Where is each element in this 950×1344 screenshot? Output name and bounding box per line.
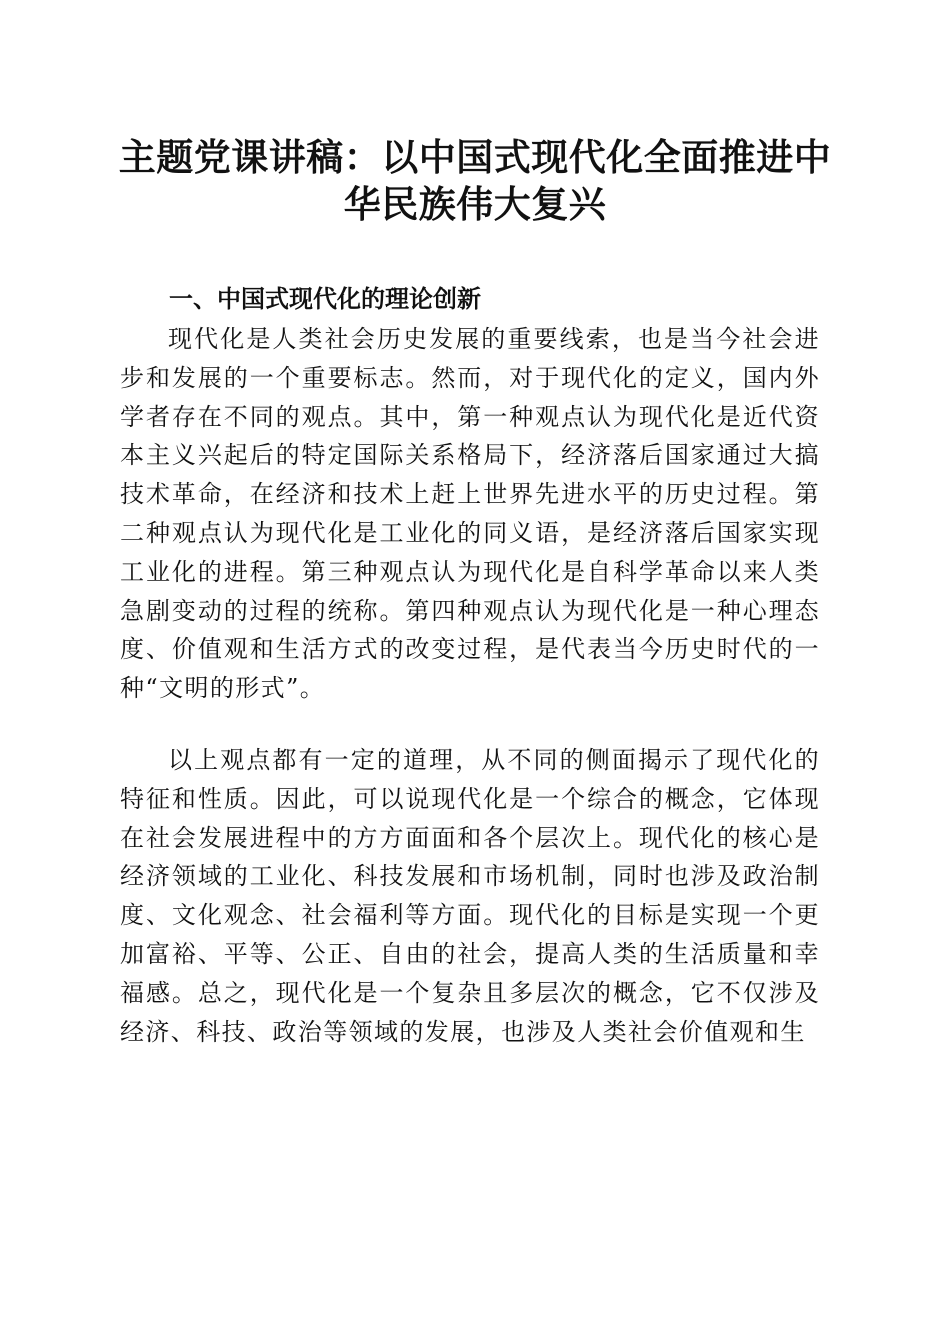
- section-heading: 一、中国式现代化的理论创新: [169, 285, 481, 313]
- document-title: 主题党课讲稿：以中国式现代化全面推进中华民族伟大复兴: [118, 135, 832, 226]
- body-paragraph: 以上观点都有一定的道理，从不同的侧面揭示了现代化的特征和性质。因此，可以说现代化是一个综合的概念，它体现在社会发展进程中的方方面面和各个层次上。现代化的核心是经济领域的工业化、科技发展和市场机制，同时也涉及政治制度、文化观念、社会福利等方面。现代化的目标是实现一个更加富裕、平等、公正、自由的社会，提高人类的生活质量和幸福感。总之，现代化是一个复杂且多层次的概念，它不仅涉及经济、科技、政治等领域的发展，也涉及人类社会价值观和生: [120, 746, 820, 1046]
- body-paragraph: 现代化是人类社会历史发展的重要线索，也是当今社会进步和发展的一个重要标志。然而，对于现代化的定义，国内外学者存在不同的观点。其中，第一种观点认为现代化是近代资本主义兴起后的特定国际关系格局下，经济落后国家通过大搞技术革命，在经济和技术上赶上世界先进水平的历史过程。第二种观点认为现代化是工业化的同义语，是经济落后国家实现工业化的进程。第三种观点认为现代化是自科学革命以来人类急剧变动的过程的统称。第四种观点认为现代化是一种心理态度、价值观和生活方式的改变过程，是代表当今历史时代的一种“文明的形式”。: [120, 325, 820, 703]
